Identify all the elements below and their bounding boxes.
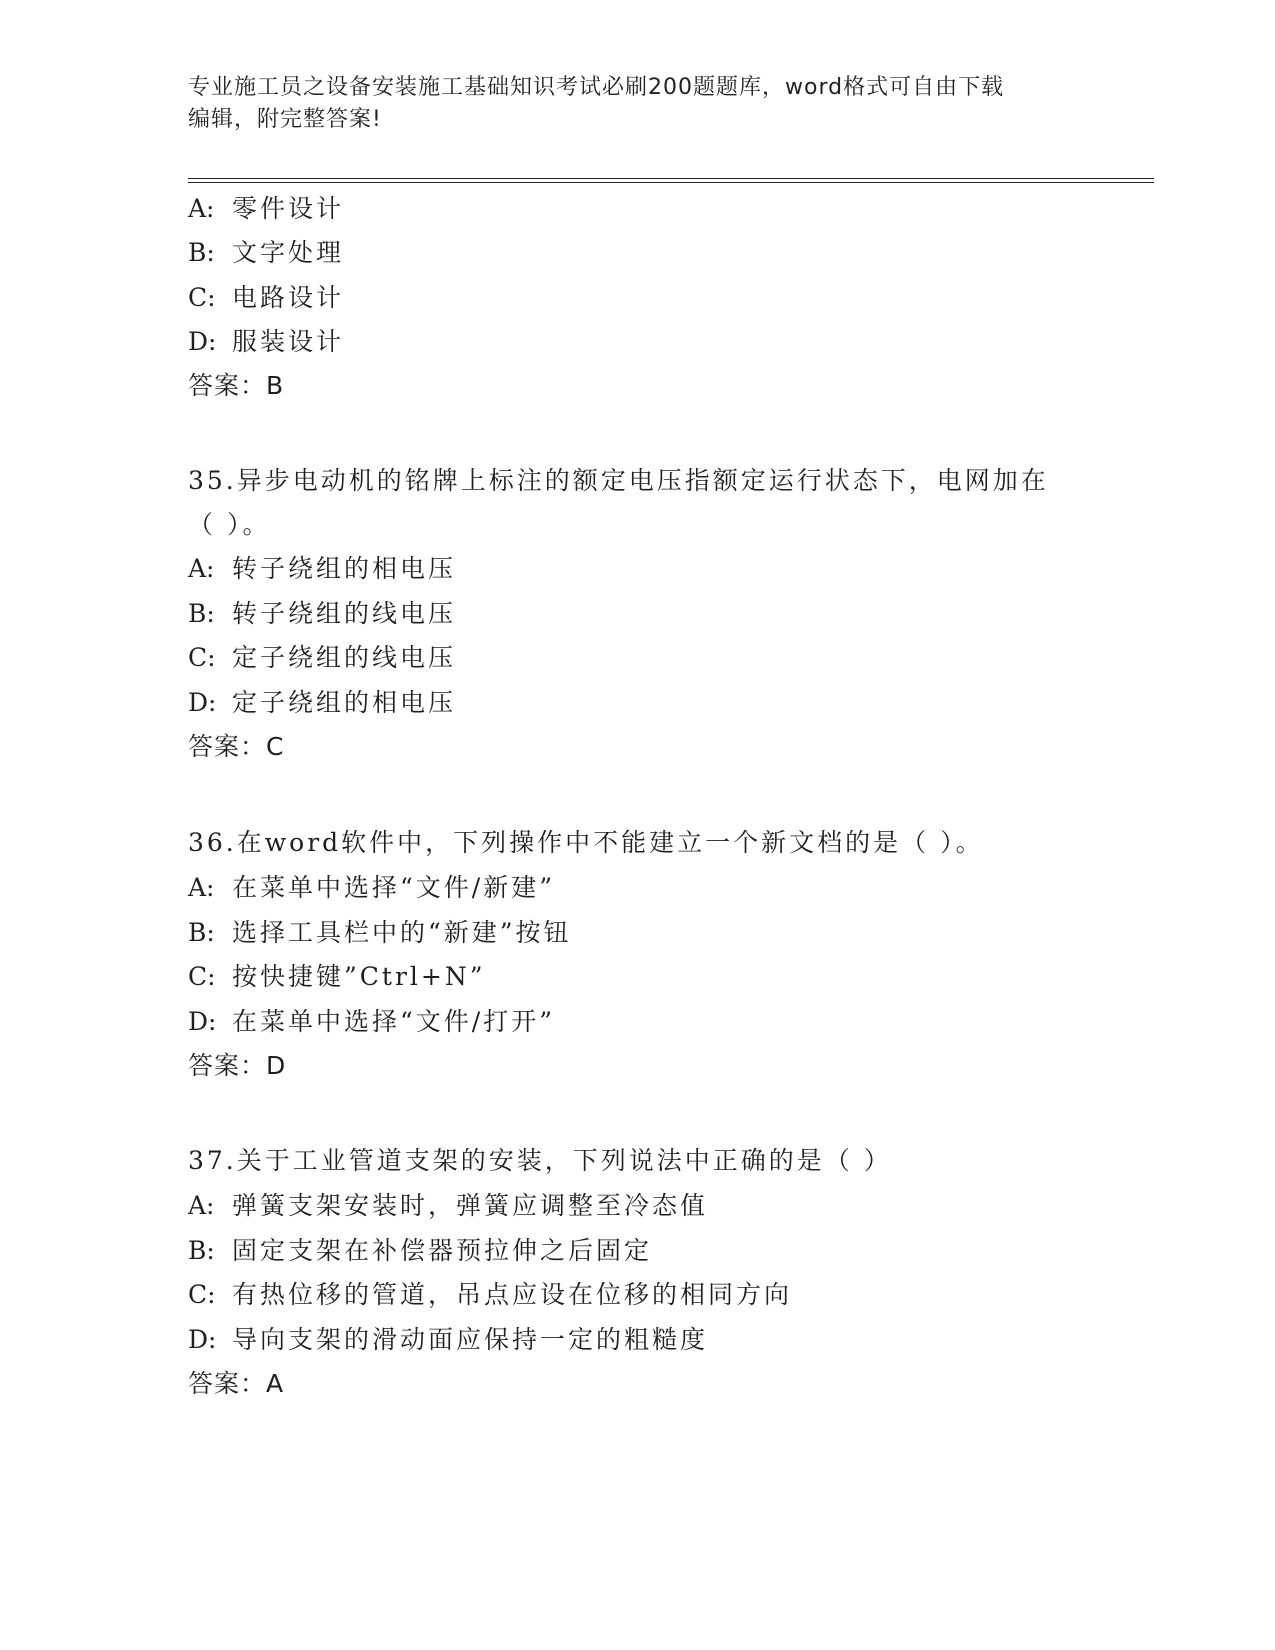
option-row xyxy=(188,1278,792,1312)
option-row xyxy=(188,686,456,720)
option-text: 有热位移的管道，吊点应设在位移的相同方向 xyxy=(232,1280,793,1309)
option-text: 弹簧支架安装时，弹簧应调整至冷态值 xyxy=(232,1191,709,1220)
option-text: 在菜单中选择“文件/打开” xyxy=(232,1007,555,1036)
option-letter: B: xyxy=(188,1236,215,1265)
header-line-1: 专业施工员之设备安装施工基础知识考试必刷200题题库，word格式可自由下载 xyxy=(188,75,1005,100)
header-line-2: 编辑，附完整答案! xyxy=(188,107,382,132)
option-row xyxy=(188,1234,652,1268)
question-stem: 35.异步电动机的铭牌上标注的额定电压指额定运行状态下，电网加在 xyxy=(188,466,1049,495)
option-text: 转子绕组的相电压 xyxy=(232,554,457,583)
option-row xyxy=(188,1189,708,1223)
option-row xyxy=(188,597,456,631)
option-letter: C: xyxy=(188,283,216,312)
option-letter: A: xyxy=(188,194,215,223)
header-divider-top xyxy=(188,178,1154,179)
option-row xyxy=(188,871,555,905)
option-row xyxy=(188,1323,708,1357)
option-text: 定子绕组的线电压 xyxy=(232,643,457,672)
option-text: 电路设计 xyxy=(232,283,345,312)
option-letter: C: xyxy=(188,643,216,672)
answer-line: 答案：A xyxy=(188,1369,285,1398)
option-row xyxy=(188,641,456,675)
option-row xyxy=(188,281,344,315)
option-letter: B: xyxy=(188,599,215,628)
option-text: 固定支架在补偿器预拉伸之后固定 xyxy=(232,1236,653,1265)
option-row xyxy=(188,1005,555,1039)
option-letter: B: xyxy=(188,918,215,947)
option-letter: B: xyxy=(188,238,215,267)
option-letter: D: xyxy=(188,327,217,356)
option-row xyxy=(188,916,572,950)
option-text: 在菜单中选择“文件/新建” xyxy=(232,873,555,902)
header-divider-bottom xyxy=(188,182,1154,183)
option-letter: A: xyxy=(188,873,215,902)
option-text: 导向支架的滑动面应保持一定的粗糙度 xyxy=(232,1325,709,1354)
option-letter: D: xyxy=(188,1007,217,1036)
option-text: 零件设计 xyxy=(232,194,345,223)
option-row xyxy=(188,325,344,359)
document-header xyxy=(188,72,1088,136)
option-text: 选择工具栏中的“新建”按钮 xyxy=(232,918,572,947)
answer-line: 答案：C xyxy=(188,732,285,761)
option-row xyxy=(188,236,344,270)
option-text: 服装设计 xyxy=(232,327,345,356)
question-stem: 36.在word软件中，下列操作中不能建立一个新文档的是（ ）。 xyxy=(188,828,984,857)
option-letter: A: xyxy=(188,554,215,583)
option-row xyxy=(188,960,486,994)
option-text: 转子绕组的线电压 xyxy=(232,599,457,628)
option-text: 文字处理 xyxy=(232,238,345,267)
option-row xyxy=(188,192,344,226)
answer-line: 答案：D xyxy=(188,1051,287,1080)
option-row xyxy=(188,552,456,586)
option-letter: C: xyxy=(188,1280,216,1309)
option-letter: D: xyxy=(188,1325,217,1354)
answer-line: 答案：B xyxy=(188,371,285,400)
option-letter: A: xyxy=(188,1191,215,1220)
option-text: 定子绕组的相电压 xyxy=(232,688,457,717)
question-stem: 37.关于工业管道支架的安装，下列说法中正确的是（ ） xyxy=(188,1146,892,1175)
option-text: 按快捷键”Ctrl+N” xyxy=(232,962,486,991)
option-letter: D: xyxy=(188,688,217,717)
question-stem-continued: （ ）。 xyxy=(188,510,271,539)
option-letter: C: xyxy=(188,962,216,991)
